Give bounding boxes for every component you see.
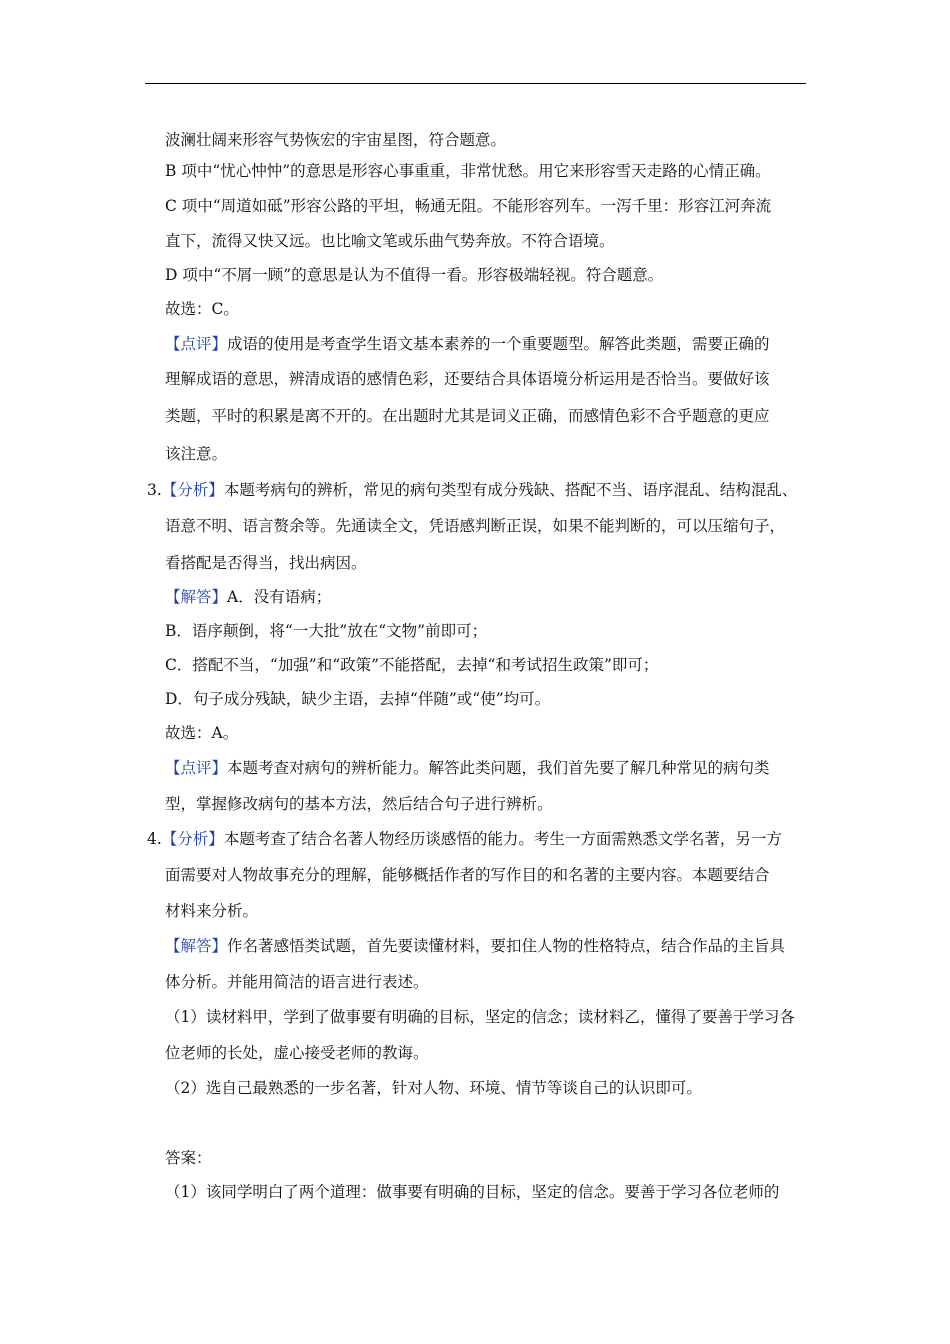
text-line (165, 722, 810, 744)
text-line (165, 552, 810, 574)
text-line (165, 230, 810, 252)
text-line (165, 1181, 810, 1203)
text-line (165, 900, 810, 922)
text-line (165, 1042, 810, 1064)
line-tag: 【解答】 (165, 588, 228, 606)
line-tag: 【分析】 (161, 481, 224, 499)
line-text: 作名著感悟类试题，首先要读懂材料，要扣住人物的性格特点，结合作品的主旨具 (227, 937, 786, 955)
text-line (165, 160, 810, 182)
text-line (165, 298, 810, 320)
line-text: 位老师的长处，虚心接受老师的教诲。 (165, 1044, 429, 1062)
line-tag: 【点评】 (165, 335, 228, 353)
text-line (165, 443, 810, 465)
text-line (165, 620, 810, 642)
line-text: 故选：C。 (165, 300, 239, 318)
line-text: 体分析。并能用简洁的语言进行表述。 (165, 973, 429, 991)
line-tag: 【解答】 (165, 937, 228, 955)
line-text: 本题考查对病句的辨析能力。解答此类问题，我们首先要了解几种常见的病句类 (227, 759, 770, 777)
line-tag: 【点评】 (165, 759, 228, 777)
line-text: D 项中“不屑一顾”的意思是认为不值得一看。形容极端轻视。符合题意。 (165, 266, 664, 284)
line-text: 本题考查了结合名著人物经历谈感悟的能力。考生一方面需熟悉文学名著，另一方 (223, 830, 782, 848)
line-text: 本题考病句的辨析，常见的病句类型有成分残缺、搭配不当、语序混乱、结构混乱、 (223, 481, 798, 499)
text-line (165, 1077, 810, 1099)
text-line (165, 793, 810, 815)
line-text: 该注意。 (165, 445, 228, 463)
line-text: 面需要对人物故事充分的理解，能够概括作者的写作目的和名著的主要内容。本题要结合 (165, 866, 770, 884)
line-text: （1）读材料甲，学到了做事要有明确的目标，坚定的信念；读材料乙，懂得了要善于学习各 (165, 1008, 795, 1026)
question-3-line (147, 479, 810, 501)
line-text: A．没有语病； (227, 588, 332, 606)
line-text: 看搭配是否得当，找出病因。 (165, 554, 367, 572)
line-text: D．句子成分残缺，缺少主语，去掉“伴随”或“使”均可。 (165, 690, 551, 708)
line-text: 波澜壮阔来形容气势恢宏的宇宙星图，符合题意。 (165, 131, 507, 149)
text-line (165, 129, 810, 151)
line-text: 型，掌握修改病句的基本方法，然后结合句子进行辨析。 (165, 795, 553, 813)
line-text: 故选：A。 (165, 724, 239, 742)
answer-label-line (165, 1147, 810, 1169)
text-line (165, 515, 810, 537)
line-text: 成语的使用是考查学生语文基本素养的一个重要题型。解答此类题，需要正确的 (227, 335, 770, 353)
text-line (165, 935, 810, 957)
question-number: 3. (147, 481, 162, 499)
line-text: 答案： (165, 1149, 212, 1167)
text-line (165, 864, 810, 886)
line-text: 直下，流得又快又远。也比喻文笔或乐曲气势奔放。不符合语境。 (165, 232, 615, 250)
text-line (165, 688, 810, 710)
text-line (165, 368, 810, 390)
line-tag: 【分析】 (161, 830, 224, 848)
text-line (165, 654, 810, 676)
text-line (165, 586, 810, 608)
text-line (165, 1006, 810, 1028)
header-rule (145, 83, 806, 84)
question-4-line (147, 828, 810, 850)
text-line (165, 333, 810, 355)
line-text: 理解成语的意思，辨清成语的感情色彩，还要结合具体语境分析运用是否恰当。要做好该 (165, 370, 770, 388)
line-text: （2）选自己最熟悉的一步名著，针对人物、环境、情节等谈自己的认识即可。 (165, 1079, 702, 1097)
line-text: 材料来分析。 (165, 902, 259, 920)
line-text: （1）该同学明白了两个道理：做事要有明确的目标，坚定的信念。要善于学习各位老师的 (165, 1183, 780, 1201)
line-text: B．语序颠倒，将“一大批”放在“文物”前即可； (165, 622, 488, 640)
line-text: C．搭配不当，“加强”和“政策”不能搭配，去掉“和考试招生政策”即可； (165, 656, 659, 674)
line-text: 语意不明、语言赘余等。先通读全文，凭语感判断正误，如果不能判断的，可以压缩句子， (165, 517, 786, 535)
line-text: C 项中“周道如砥”形容公路的平坦，畅通无阻。不能形容列车。一泻千里：形容江河奔流 (165, 197, 772, 215)
text-line (165, 264, 810, 286)
question-number: 4. (147, 830, 162, 848)
line-text: B 项中“忧心忡忡”的意思是形容心事重重，非常忧愁。用它来形容雪天走路的心情正确。 (165, 162, 771, 180)
text-line (165, 405, 810, 427)
text-line (165, 971, 810, 993)
text-line (165, 757, 810, 779)
line-text: 类题，平时的积累是离不开的。在出题时尤其是词义正确，而感情色彩不合乎题意的更应 (165, 407, 770, 425)
text-line (165, 195, 810, 217)
